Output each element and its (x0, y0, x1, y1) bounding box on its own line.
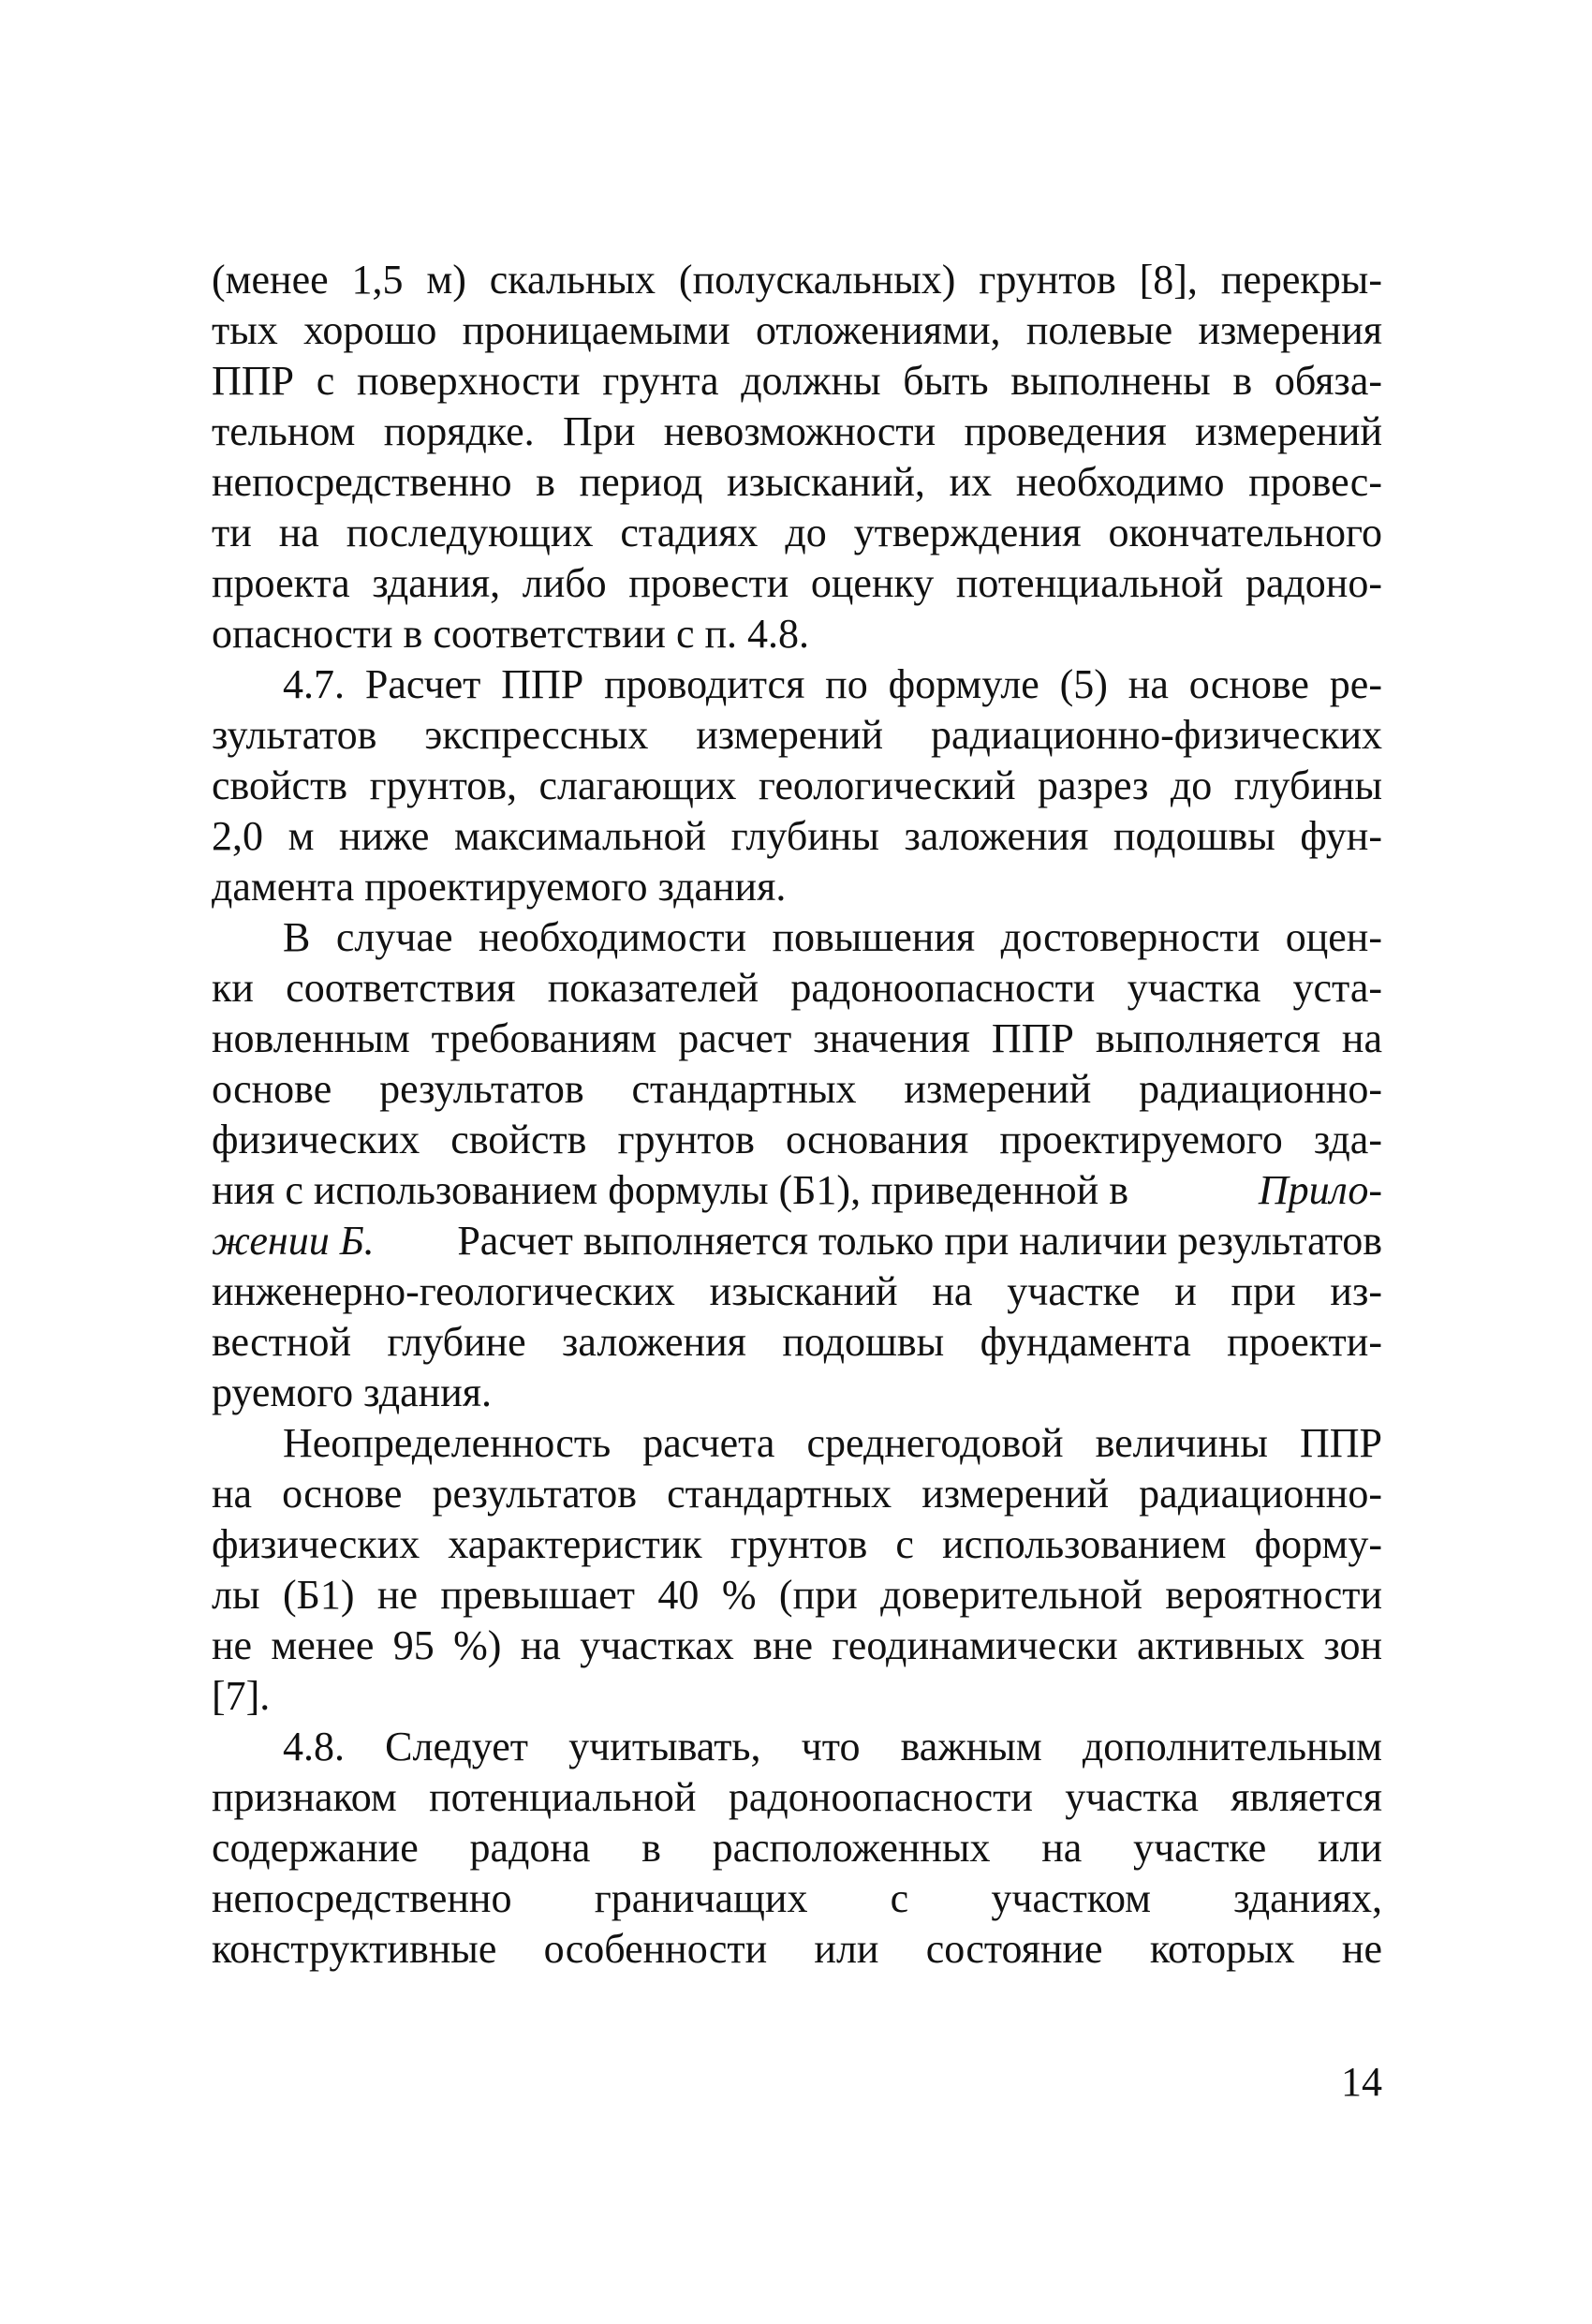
text-line: на основе результатов стандартных измерений радиационно- (212, 1471, 1382, 1517)
document-page (212, 255, 1382, 1975)
text-line: руемого здания. (212, 1369, 492, 1415)
text-line: зультатов экспрессных измерений радиационно-физических (212, 712, 1382, 758)
text-line: дамента проектируемого здания. (212, 864, 787, 910)
text-line: ППР с поверхности грунта должны быть выполнены в обяза- (212, 358, 1382, 404)
text-line: [7]. (212, 1673, 271, 1719)
text-line: свойств грунтов, слагающих геологический разрез до глубины (212, 762, 1382, 808)
page-number: 14 (1341, 2059, 1382, 2105)
text-line: физических характеристик грунтов с использованием форму- (212, 1521, 1382, 1567)
italic-reference: Прило- (1258, 1167, 1382, 1213)
text-segment: ния с использованием формулы (Б1), приведенной в (212, 1167, 1128, 1213)
text-line-with-italic (212, 1216, 1382, 1266)
text-line: инженерно-геологических изысканий на участке и при из- (212, 1268, 1382, 1314)
text-line: непосредственно граничащих с участком зданиях, (212, 1875, 1382, 1921)
paragraph-start-line: Неопределенность расчета среднегодовой величины ППР (283, 1420, 1382, 1466)
text-line: лы (Б1) не превышает 40 % (при доверительной вероятности (212, 1572, 1382, 1618)
text-line: новленным требованиям расчет значения ППР выполняется на (212, 1015, 1382, 1061)
text-line: ки соответствия показателей радоноопасности участка уста- (212, 965, 1382, 1011)
text-segment: Расчет выполняется только при наличии результатов (457, 1218, 1382, 1264)
text-line: конструктивные особенности или состояние которых не (212, 1926, 1382, 1972)
paragraph-start-line: 4.7. Расчет ППР проводится по формуле (5) на основе ре- (283, 661, 1382, 707)
text-line: тельном порядке. При невозможности проведения измерений (212, 408, 1382, 454)
text-line: не менее 95 %) на участках вне геодинамически активных зон (212, 1622, 1382, 1668)
italic-reference: жении Б. (212, 1218, 375, 1264)
text-line-with-italic (212, 1165, 1382, 1216)
text-line: (менее 1,5 м) скальных (полускальных) грунтов [8], перекры- (212, 257, 1382, 303)
text-line: непосредственно в период изысканий, их необходимо провес- (212, 459, 1382, 505)
paragraph-start-line: 4.8. Следует учитывать, что важным дополнительным (283, 1724, 1382, 1769)
text-line: 2,0 м ниже максимальной глубины заложения подошвы фун- (212, 813, 1382, 859)
text-line: основе результатов стандартных измерений радиационно- (212, 1066, 1382, 1112)
text-line: физических свойств грунтов основания проектируемого зда- (212, 1117, 1382, 1162)
text-line: опасности в соответствии с п. 4.8. (212, 611, 810, 657)
text-line: проекта здания, либо провести оценку потенциальной радоно- (212, 560, 1382, 606)
text-line: содержание радона в расположенных на участке или (212, 1825, 1382, 1871)
text-line: ти на последующих стадиях до утверждения окончательного (212, 510, 1382, 555)
text-line: тых хорошо проницаемыми отложениями, полевые измерения (212, 307, 1382, 353)
text-line: признаком потенциальной радоноопасности участка является (212, 1774, 1382, 1820)
paragraph-start-line: В случае необходимости повышения достоверности оцен- (283, 914, 1382, 960)
text-line: вестной глубине заложения подошвы фундамента проекти- (212, 1319, 1382, 1365)
